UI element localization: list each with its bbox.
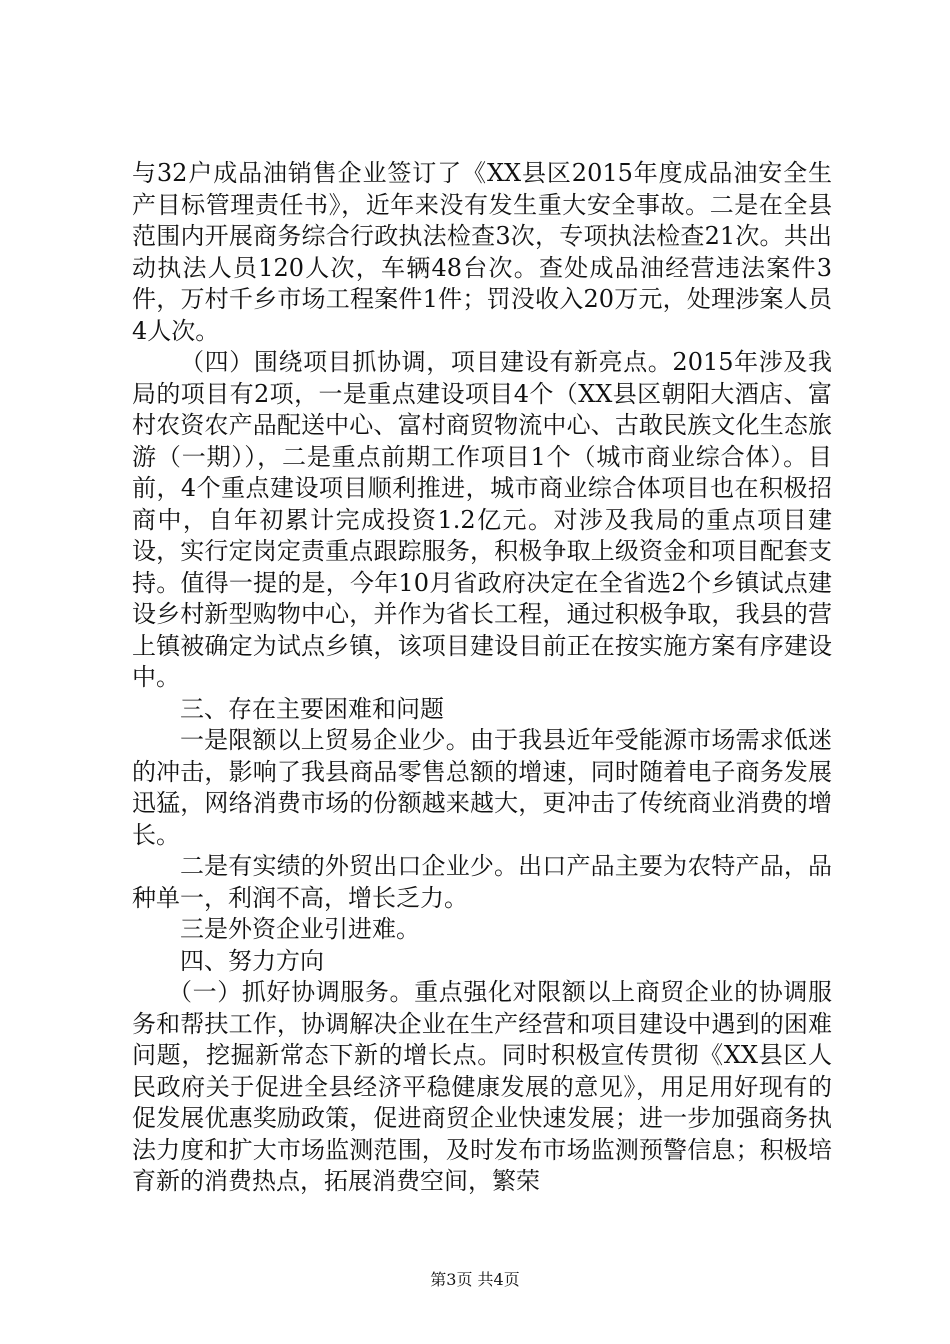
paragraph-project-coordination: （四）围绕项目抓协调，项目建设有新亮点。2015年涉及我局的项目有2项，一是重点建设项目4个（XX县区朝阳大酒店、富村农资农产品配送中心、富村商贸物流中心、古敢民族文化生态旅游（一期）），二是重点前期工作项目1个（城市商业综合体）。目前，4个重点建设项目顺利推进，城市商业综合体项目也在积极招商中，自年初累计完成投资1.2亿元。对涉及我局的重点项目建设，实行定岗定责重点跟踪服务，积极争取上级资金和项目配套支持。值得一提的是，今年10月省政府决定在全省选2个乡镇试点建设乡村新型购物中心，并作为省长工程，通过积极争取，我县的营上镇被确定为试点乡镇，该项目建设目前正在按实施方案有序建设中。: [132, 348, 832, 691]
page-number-footer: 第3页 共4页: [430, 1270, 520, 1289]
section-heading-direction: 四、努力方向: [180, 946, 324, 975]
section-heading-difficulties: 三、存在主要困难和问题: [180, 694, 444, 723]
document-body: [132, 158, 832, 1198]
paragraph-safety-enforcement: 与32户成品油销售企业签订了《XX县区2015年度成品油安全生产目标管理责任书》，近年来没有发生重大安全事故。二是在全县范围内开展商务综合行政执法检查3次，专项执法检查21次。共出动执法人员120人次，车辆48台次。查处成品油经营违法案件3件，万村千乡市场工程案件1件；罚没收入20万元，处理涉案人员4人次。: [132, 159, 832, 345]
paragraph-difficulty-one: 一是限额以上贸易企业少。由于我县近年受能源市场需求低迷的冲击，影响了我县商品零售总额的增速，同时随着电子商务发展迅猛，网络消费市场的份额越来越大，更冲击了传统商业消费的增长。: [132, 726, 832, 849]
paragraph-difficulty-two: 二是有实绩的外贸出口企业少。出口产品主要为农特产品，品种单一，利润不高，增长乏力。: [132, 852, 832, 912]
paragraph-difficulty-three: 三是外资企业引进难。: [180, 915, 420, 943]
paragraph-direction-one: （一）抓好协调服务。重点强化对限额以上商贸企业的协调服务和帮扶工作，协调解决企业在生产经营和项目建设中遇到的困难问题，挖掘新常态下新的增长点。同时积极宣传贯彻《XX县区人民政府关于促进全县经济平稳健康发展的意见》，用足用好现有的促发展优惠奖励政策，促进商贸企业快速发展；进一步加强商务执法力度和扩大市场监测范围，及时发布市场监测预警信息；积极培育新的消费热点，拓展消费空间，繁荣: [132, 978, 832, 1195]
